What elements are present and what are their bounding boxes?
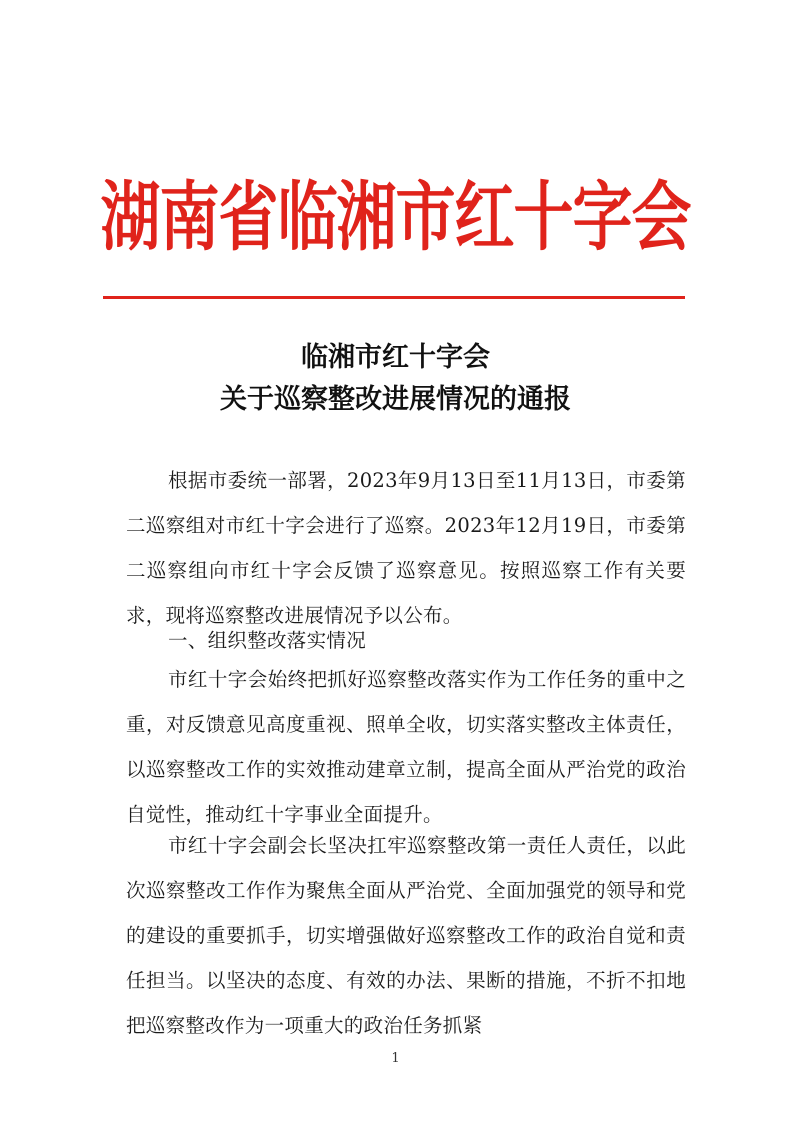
- body-paragraph-2: 市红十字会始终把抓好巡察整改落实作为工作任务的重中之重，对反馈意见高度重视、照单全收，切实落实整改主体责任，以巡察整改工作的实效推动建章立制，提高全面从严治党的政治自觉性，推动红十字事业全面提升。: [126, 668, 686, 826]
- body-paragraph-3: 市红十字会副会长坚决扛牢巡察整改第一责任人责任，以此次巡察整改工作作为聚焦全面从严治党、全面加强党的领导和党的建设的重要抓手，切实增强做好巡察整改工作的政治自觉和责任担当。以坚决的态度、有效的办法、果断的措施，不折不扣地把巡察整改作为一项重大的政治任务抓紧: [126, 834, 686, 1037]
- body-paragraph-1: 根据市委统一部署，2023年9月13日至11月13日，市委第二巡察组对市红十字会进行了巡察。2023年12月19日，市委第二巡察组向市红十字会反馈了巡察意见。按照巡察工作有关要求，现将巡察整改进展情况予以公布。: [126, 469, 686, 627]
- document-title-line-1: 临湘市红十字会: [301, 342, 490, 373]
- letterhead-org-name: 湖南省临湘市红十字会: [100, 174, 691, 262]
- page-number: 1: [391, 1051, 400, 1066]
- letterhead-red-rule: [103, 296, 685, 299]
- section-heading-1: 一、组织整改落实情况: [168, 629, 367, 652]
- document-title-line-2: 关于巡察整改进展情况的通报: [220, 384, 571, 415]
